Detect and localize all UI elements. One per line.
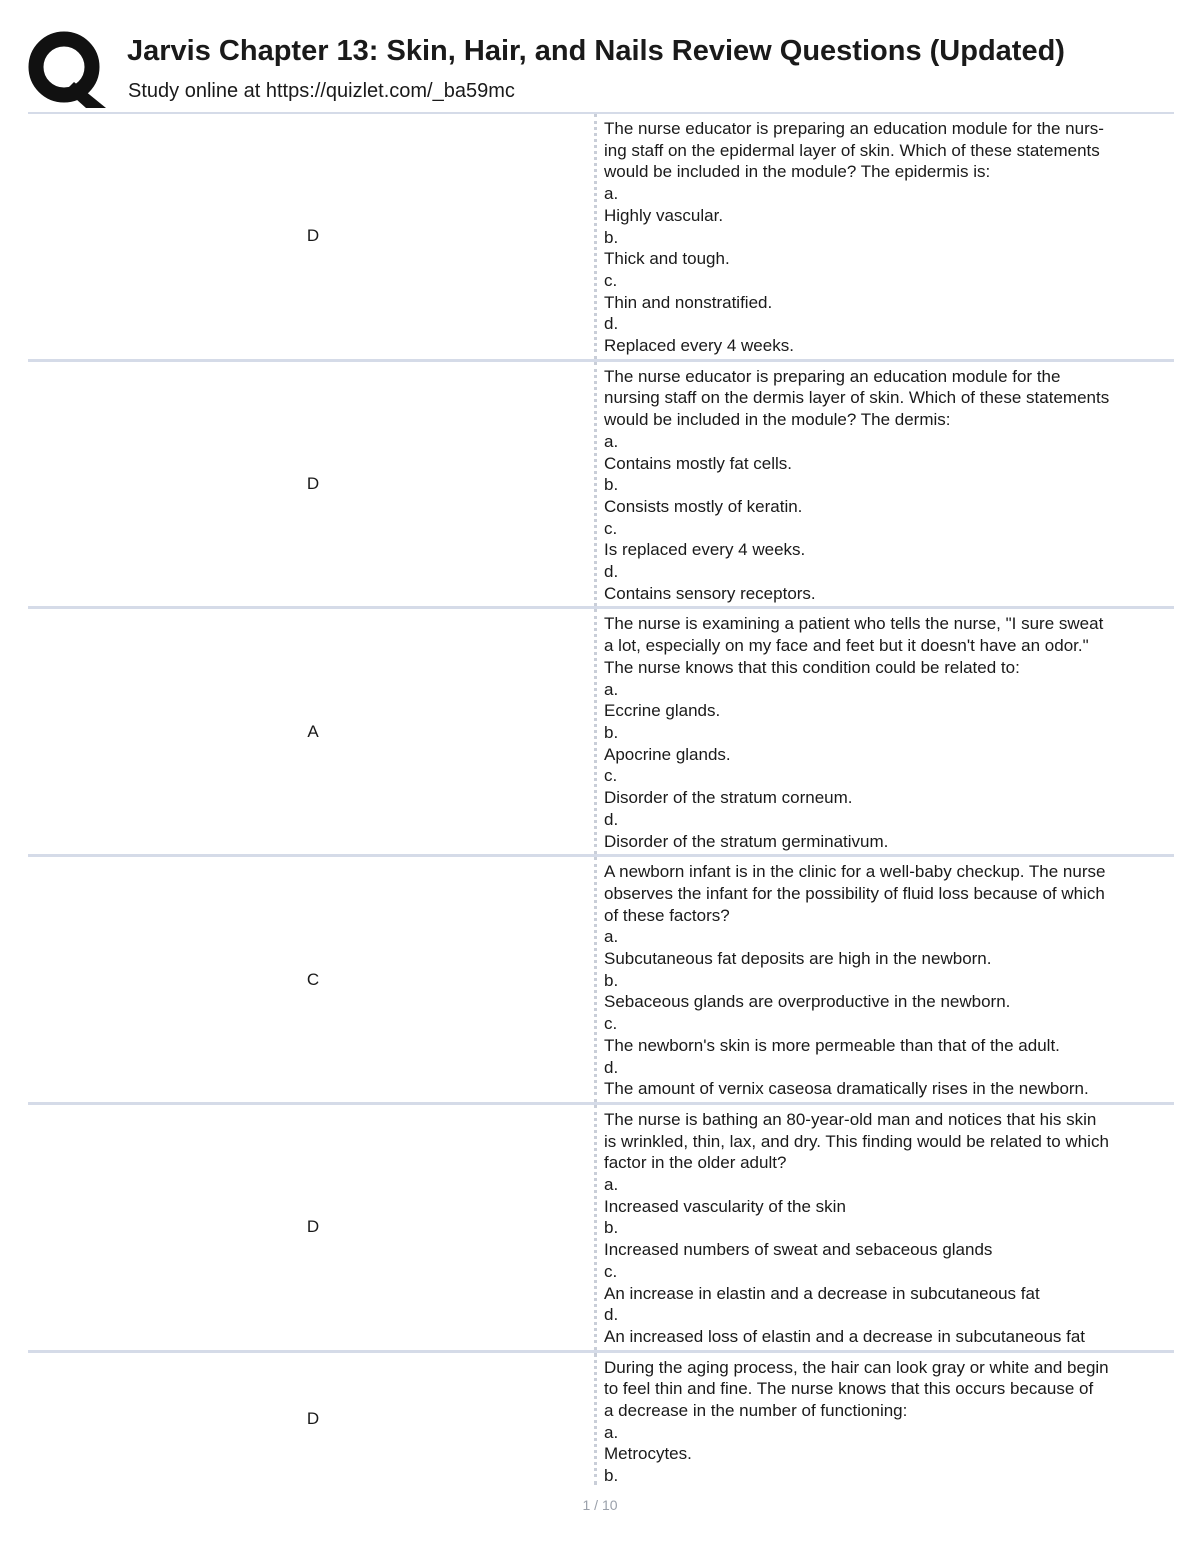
definition-line: of these factors? [604, 905, 730, 925]
definition-line: Contains mostly fat cells. [604, 453, 793, 473]
definition-line: Increased vascularity of the skin [604, 1196, 846, 1216]
definition-line: would be included in the module? The epidermis is: [604, 162, 991, 182]
definition-line: The amount of vernix caseosa dramatically rises in the newborn. [604, 1079, 1089, 1099]
definition-line: would be included in the module? The dermis: [604, 410, 951, 430]
definition-line: nursing staff on the dermis layer of skin. Which of these statements [604, 388, 1110, 408]
answer-term: C [306, 969, 320, 989]
definition-line: Disorder of the stratum corneum. [604, 788, 853, 808]
definition-line: An increased loss of elastin and a decrease in subcutaneous fat [604, 1326, 1086, 1346]
definition-line: c. [604, 766, 618, 786]
definition-line: a. [604, 431, 619, 451]
page-title: Jarvis Chapter 13: Skin, Hair, and Nails Review Questions (Updated) [127, 35, 1065, 67]
definition-line: b. [604, 475, 619, 495]
definition-line: Subcutaneous fat deposits are high in the newborn. [604, 949, 992, 969]
definition-line: The newborn's skin is more permeable than that of the adult. [604, 1035, 1060, 1055]
flashcard-row [28, 854, 1174, 1102]
definition-line: Consists mostly of keratin. [604, 496, 803, 516]
definition-line: b. [604, 227, 619, 247]
flashcard-row [28, 112, 1174, 359]
definition-line: The nurse educator is preparing an education module for the nurs- [604, 119, 1104, 138]
definition-line: Contains sensory receptors. [604, 583, 816, 603]
definition-line: a. [604, 679, 619, 699]
definition-line: Replaced every 4 weeks. [604, 336, 794, 356]
definition-line: b. [604, 1466, 619, 1485]
definition-line: Metrocytes. [604, 1444, 692, 1464]
definition-line: Is replaced every 4 weeks. [604, 540, 806, 560]
definition-line: c. [604, 1261, 618, 1281]
definition-line: b. [604, 1218, 619, 1238]
definition-line: d. [604, 1057, 619, 1077]
question-definition [594, 1105, 1174, 1350]
definition-line: During the aging process, the hair can look gray or white and begin [604, 1357, 1109, 1377]
definition-line: factor in the older adult? [604, 1153, 787, 1173]
answer-term: A [307, 721, 319, 741]
definition-line: a. [604, 1175, 619, 1195]
definition-line: a. [604, 927, 619, 947]
definition-line: Highly vascular. [604, 205, 724, 225]
question-definition [594, 114, 1174, 359]
flashcard-row [28, 359, 1174, 607]
definition-line: c. [604, 1014, 618, 1034]
definition-line: Disorder of the stratum germinativum. [604, 831, 889, 851]
definition-line: An increase in elastin and a decrease in subcutaneous fat [604, 1283, 1040, 1303]
answer-term: D [306, 1217, 320, 1237]
page-number: 1 / 10 [582, 1497, 618, 1513]
quizlet-logo-icon [28, 30, 106, 108]
question-definition [594, 609, 1174, 854]
definition-line: a. [604, 184, 619, 204]
definition-line: a. [604, 1422, 619, 1442]
answer-term: D [306, 1408, 320, 1428]
definition-line: d. [604, 562, 619, 582]
question-definition [594, 857, 1174, 1102]
flashcard-row [28, 1102, 1174, 1350]
definition-line: A newborn infant is in the clinic for a well-baby checkup. The nurse [604, 862, 1106, 882]
definition-line: a decrease in the number of functioning: [604, 1401, 908, 1421]
definition-line: The nurse knows that this condition could be related to: [604, 657, 1020, 677]
page-header [0, 0, 1200, 112]
flashcard-row [28, 1350, 1174, 1485]
answer-term: D [306, 474, 320, 494]
flashcard-row [28, 606, 1174, 854]
definition-line: Sebaceous glands are overproductive in the newborn. [604, 992, 1011, 1012]
question-definition [594, 1353, 1174, 1485]
answer-term: D [306, 226, 320, 246]
definition-line: Eccrine glands. [604, 701, 721, 721]
definition-line: to feel thin and fine. The nurse knows that this occurs because of [604, 1379, 1094, 1399]
definition-line: Thin and nonstratified. [604, 292, 773, 312]
definition-line: c. [604, 270, 618, 290]
definition-line: observes the infant for the possibility of fluid loss because of which [604, 883, 1105, 903]
definition-line: b. [604, 970, 619, 990]
definition-line: The nurse is bathing an 80-year-old man and notices that his skin [604, 1109, 1097, 1129]
definition-line: a lot, especially on my face and feet but it doesn't have an odor." [604, 636, 1089, 656]
definition-line: is wrinkled, thin, lax, and dry. This finding would be related to which [604, 1131, 1109, 1151]
definition-line: b. [604, 722, 619, 742]
definition-line: d. [604, 809, 619, 829]
definition-line: The nurse educator is preparing an education module for the [604, 366, 1061, 386]
definition-line: d. [604, 314, 619, 334]
question-definition [594, 362, 1174, 607]
study-online-link[interactable]: Study online at https://quizlet.com/_ba59mc [128, 80, 515, 102]
definition-line: d. [604, 1305, 619, 1325]
definition-line: Thick and tough. [604, 249, 730, 269]
definition-line: c. [604, 518, 618, 538]
definition-line: Apocrine glands. [604, 744, 731, 764]
definition-line: ing staff on the epidermal layer of skin. Which of these statements [604, 140, 1100, 160]
definition-line: Increased numbers of sweat and sebaceous glands [604, 1240, 993, 1260]
flashcard-table [28, 112, 1174, 1485]
definition-line: The nurse is examining a patient who tells the nurse, "I sure sweat [604, 614, 1104, 634]
